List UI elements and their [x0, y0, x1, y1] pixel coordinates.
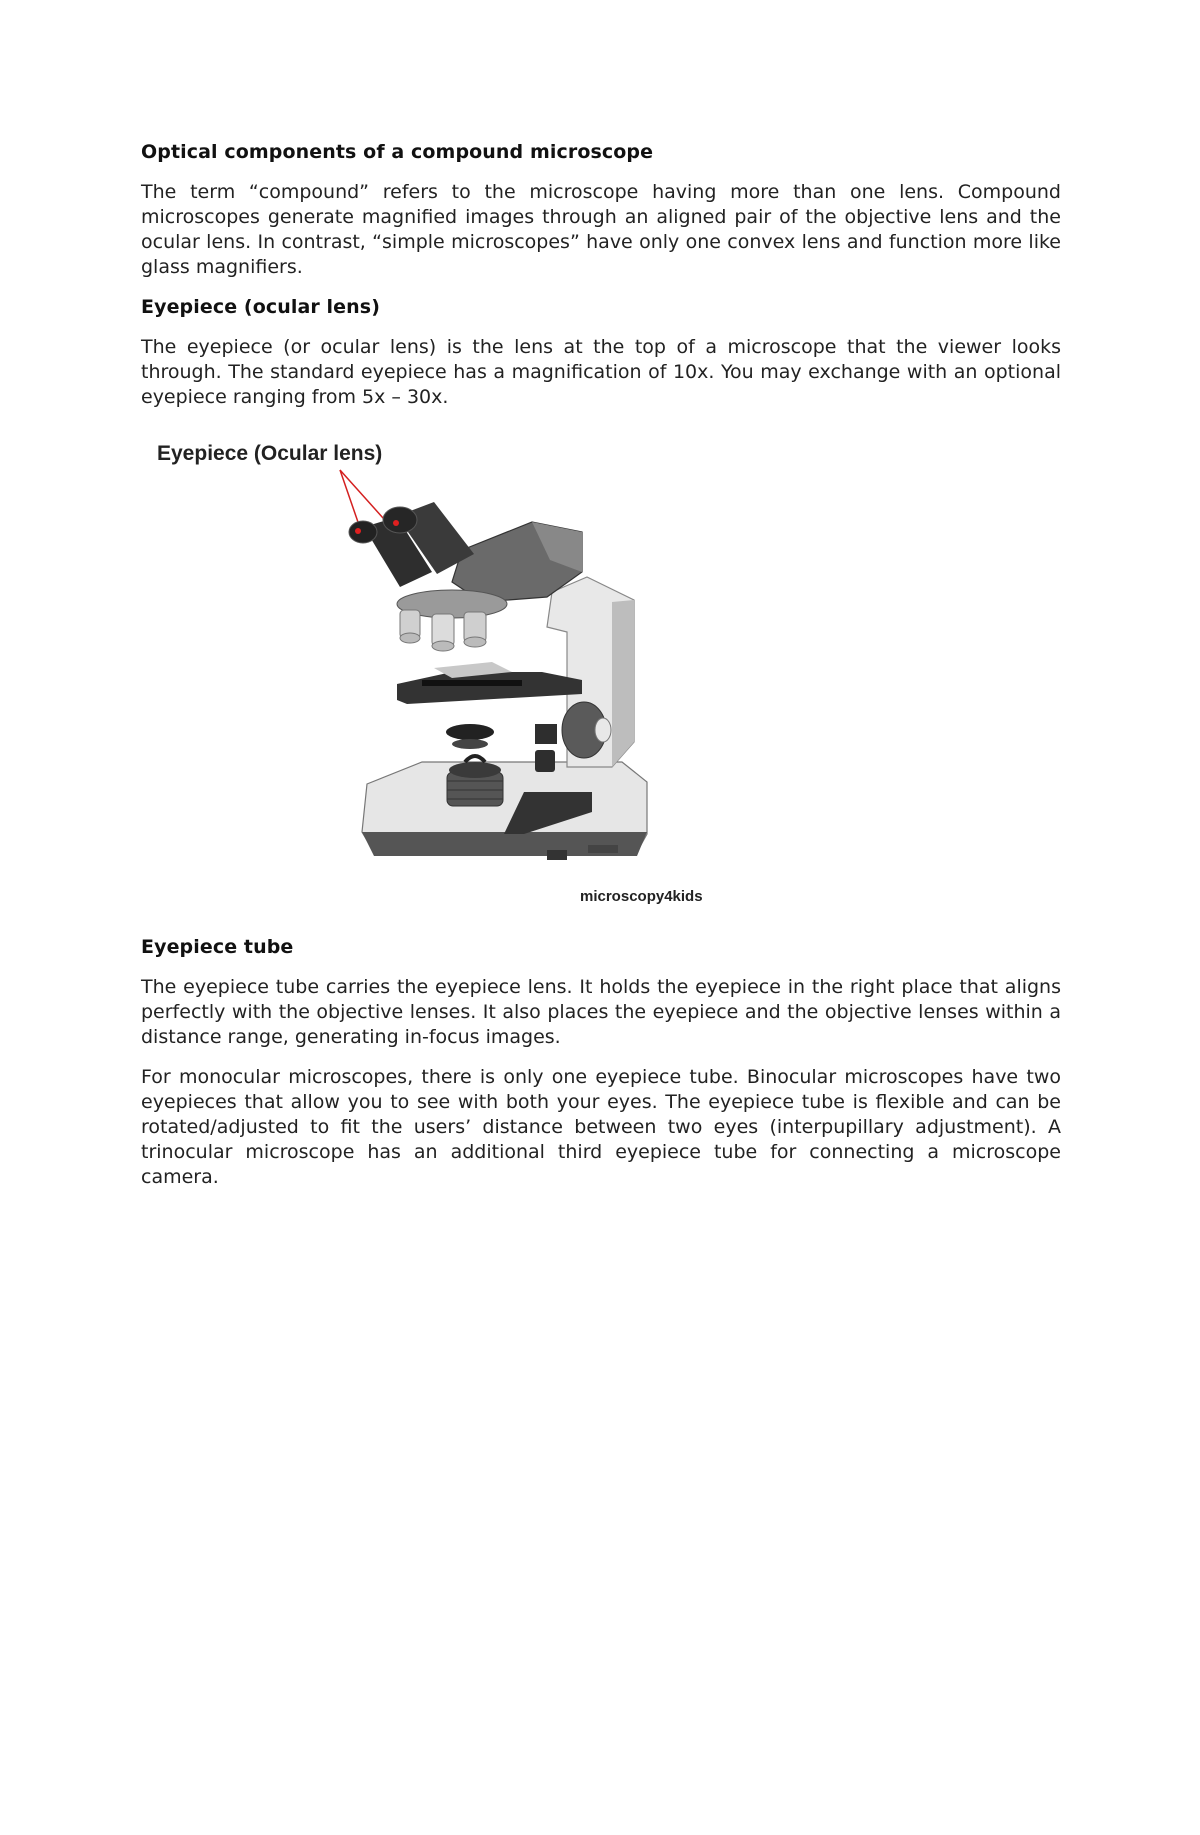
objective-lens-1 — [400, 610, 420, 643]
paragraph-eyepiece-tube-function: The eyepiece tube carries the eyepiece lens. It holds the eyepiece in the right place that aligns perfectly with the objective lenses. It also places the eyepiece and the objective lenses within a distance range, generating in-focus images. — [141, 976, 1061, 1048]
section-heading-eyepiece-tube: Eyepiece tube — [141, 936, 294, 958]
section-heading-optical-components: Optical components of a compound microscope — [141, 141, 654, 163]
paragraph-eyepiece-description: The eyepiece (or ocular lens) is the lens at the top of a microscope that the viewer looks through. The standard eyepiece has a magnification of 10x. You may exchange with an optional eyepiece ranging from 5x – 30x. — [141, 336, 1061, 408]
stage-control-lower — [535, 750, 555, 772]
arm-side — [612, 600, 634, 767]
figure-credit: microscopy4kids — [580, 888, 703, 905]
section-heading-eyepiece: Eyepiece (ocular lens) — [141, 296, 380, 318]
eyepiece-lens-marker-left — [355, 528, 361, 534]
condenser-lower — [452, 739, 488, 749]
pointer-line-left — [340, 470, 359, 525]
slide-aperture — [422, 680, 522, 686]
base-switch — [547, 850, 567, 860]
paragraph-monocular-binocular: For monocular microscopes, there is only one eyepiece tube. Binocular microscopes have two eyepieces that allow you to see with both your eyes. The eyepiece tube is flexible and can be rotated/adjusted to fit the users’ distance between two eyes (interpupillary adjustment). A trinocular microscope has an additional third eyepiece tube for connecting a microscope camera. — [141, 1066, 1061, 1188]
objective-lens-3 — [464, 612, 486, 647]
microscope-illustration — [152, 432, 752, 912]
figure-title: Eyepiece (Ocular lens) — [157, 442, 383, 465]
stage — [397, 672, 582, 704]
objective-lens-2 — [432, 614, 454, 651]
condenser — [446, 724, 494, 740]
paragraph-compound-definition: The term “compound” refers to the microscope having more than one lens. Compound microscopes generate magnified images through an aligned pair of the objective lens and the ocular lens. In contrast, “simple microscopes” have only one convex lens and function more like glass magnifiers. — [141, 181, 1061, 278]
base-port — [588, 845, 618, 853]
stage-control — [535, 724, 557, 744]
eyepiece-lens-marker-right — [393, 520, 399, 526]
microscope-figure — [152, 432, 752, 912]
